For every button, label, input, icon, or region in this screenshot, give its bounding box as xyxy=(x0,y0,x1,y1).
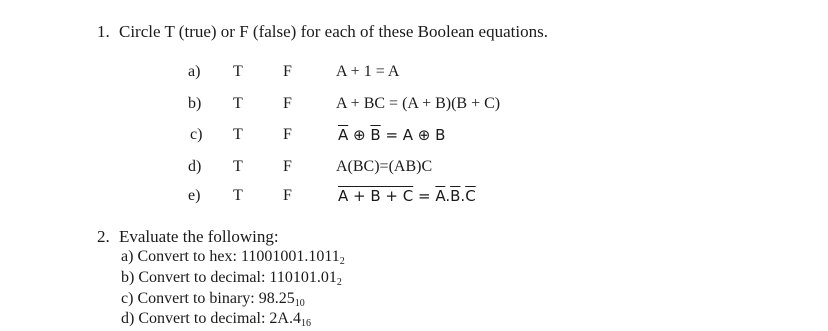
equation-c-a-bar: $\overline{A}$ xyxy=(338,126,349,144)
equation-d: A(BC)=(AB)C xyxy=(336,158,433,175)
row-b-false[interactable]: F xyxy=(283,95,292,112)
equation-c-rhs: = A ⊕ B xyxy=(380,126,446,144)
q2-item-c-base: 10 xyxy=(294,298,305,309)
row-d-false[interactable]: F xyxy=(283,158,292,175)
equation-e-dot-1: . xyxy=(445,187,451,205)
equation-a: A + 1 = A xyxy=(336,63,400,80)
q2-item-c-text: Convert to binary: 98.25 xyxy=(137,290,295,307)
q2-item-b-label: b) xyxy=(121,269,135,286)
row-d-true[interactable]: T xyxy=(233,158,243,175)
q2-item-b-base: 2 xyxy=(336,277,342,288)
question-1-number: 1. xyxy=(97,22,110,41)
row-e-true[interactable]: T xyxy=(233,187,243,204)
equation-b: A + BC = (A + B)(B + C) xyxy=(336,95,501,112)
question-1-prompt: Circle T (true) or F (false) for each of these Boolean equations. xyxy=(119,22,548,41)
equation-e-lhs: A + B + C xyxy=(338,187,414,205)
q2-item-c-label: c) xyxy=(121,290,134,307)
row-b-label: b) xyxy=(188,95,202,112)
equation-c-b-bar: $\overline{B}$ xyxy=(370,126,381,144)
row-a-true[interactable]: T xyxy=(233,63,243,80)
equation-c-xor: ⊕ xyxy=(348,126,371,144)
equation-e-c-bar: $\overline{C}$ xyxy=(465,187,476,205)
question-2-prompt: Evaluate the following: xyxy=(119,227,279,246)
row-a-false[interactable]: F xyxy=(283,63,292,80)
q2-item-b-text: Convert to decimal: 110101.01 xyxy=(138,269,337,286)
q2-item-c xyxy=(121,290,305,309)
row-d-label: d) xyxy=(188,158,202,175)
q2-item-d-label: d) xyxy=(121,310,135,327)
row-e-false[interactable]: F xyxy=(283,187,292,204)
q2-item-d-text: Convert to decimal: 2A.4 xyxy=(138,310,301,327)
equation-c xyxy=(338,126,445,144)
question-2-number: 2. xyxy=(97,227,110,246)
equation-e-b-bar: $\overline{B}$ xyxy=(450,187,461,205)
row-a-label: a) xyxy=(188,63,201,80)
q2-item-b xyxy=(121,269,342,288)
equation-e-a-bar: $\overline{A}$ xyxy=(435,187,446,205)
row-c-true[interactable]: T xyxy=(233,126,243,143)
row-c-label: c) xyxy=(190,126,203,143)
q2-item-d xyxy=(121,310,311,329)
equation-e-dot-2: . xyxy=(460,187,466,205)
q2-item-a-base: 2 xyxy=(339,256,345,267)
q2-item-a xyxy=(121,248,345,267)
equation-e xyxy=(338,187,476,205)
q2-item-a-label: a) xyxy=(121,248,134,265)
equation-e-equals: = xyxy=(413,187,436,205)
row-b-true[interactable]: T xyxy=(233,95,243,112)
q2-item-d-base: 16 xyxy=(300,318,311,329)
row-c-false[interactable]: F xyxy=(283,126,292,143)
row-e-label: e) xyxy=(188,187,201,204)
q2-item-a-text: Convert to hex: 11001001.1011 xyxy=(137,248,340,265)
